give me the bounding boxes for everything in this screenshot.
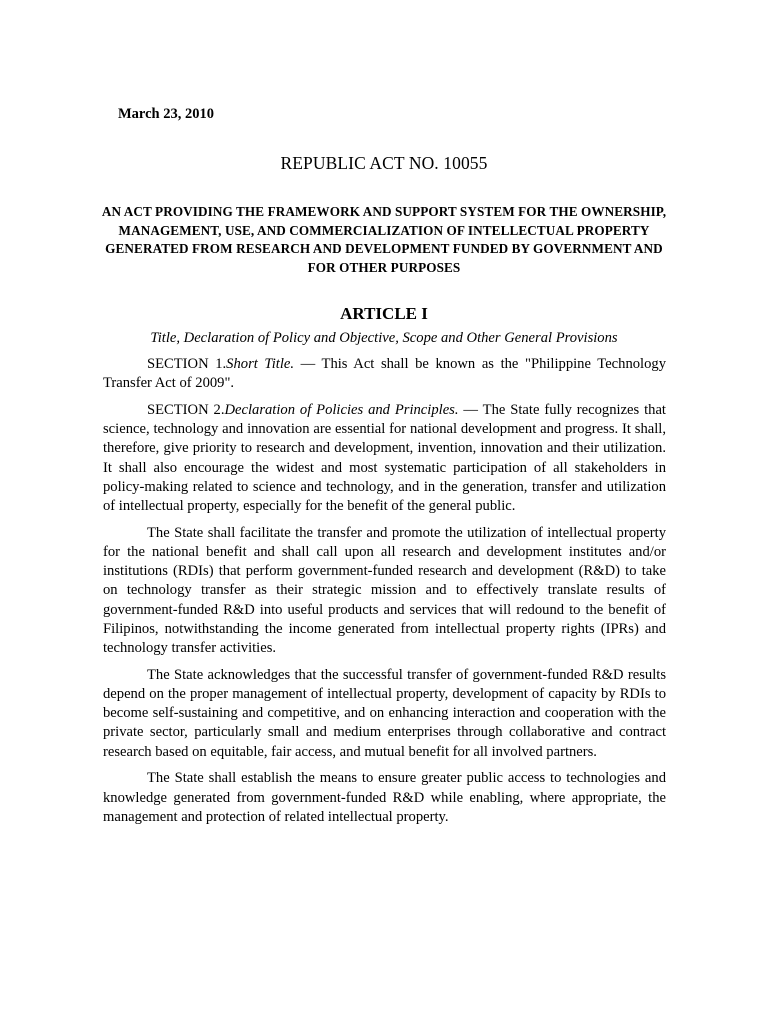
article-heading: ARTICLE I	[340, 304, 428, 323]
section-1-title: Short Title.	[226, 356, 294, 372]
article-subtitle: Title, Declaration of Policy and Objective, Scope and Other General Provisions	[150, 330, 618, 346]
section-2-paragraph	[103, 401, 666, 516]
section-2-title: Declaration of Policies and Principles.	[224, 402, 459, 418]
section-1-paragraph	[103, 355, 666, 393]
section-2-label: SECTION 2.	[147, 402, 225, 418]
section-1-label: SECTION 1.	[147, 356, 227, 372]
document-date: March 23, 2010	[118, 106, 214, 122]
policy-paragraph: The State acknowledges that the successful transfer of government-funded R&D results depend on the proper management of intellectual property, development of capacity by RDIs to become self-sustaining and competitive, and on enhancing interaction and cooperation with the private sector, particularly small and medium enterprises through collaborative and contract research based on equitable, fair access, and mutual benefit for all involved partners.	[103, 666, 666, 760]
policy-paragraph: The State shall facilitate the transfer and promote the utilization of intellectual property for the national benefit and shall call upon all research and development institutes and/or institutions (RDIs) that perform government-funded research and development (R&D) to take on technology transfer as their strategic mission and to effectively translate results of government-funded R&D into useful products and services that will redound to the benefit of Filipinos, notwithstanding the income generated from intellectual property rights (IPRs) and technology transfer activities.	[103, 524, 666, 657]
document-body	[103, 355, 666, 835]
section-2-text: — The State fully recognizes that science, technology and innovation are essential for national development and progress. It shall, therefore, give priority to research and development, invention, innovation and their utilization. It shall also encourage the widest and most systematic participation of all stakeholders in policy-making related to science and technology, and in the generation, transfer and utilization of intellectual property, especially for the benefit of the general public.	[103, 402, 666, 515]
policy-paragraph: The State shall establish the means to ensure greater public access to technologies and knowledge generated from government-funded R&D while enabling, where appropriate, the management and protection of related intellectual property.	[103, 770, 666, 825]
republic-act-number: REPUBLIC ACT NO. 10055	[280, 153, 488, 173]
section-1-text: — This Act shall be known as the "Philippine Technology Transfer Act of 2009".	[103, 356, 666, 392]
act-title: AN ACT PROVIDING THE FRAMEWORK AND SUPPORT SYSTEM FOR THE OWNERSHIP, MANAGEMENT, USE, AND COMMERCIALIZATION OF INTELLECTUAL PROPERTY GENERATED FROM RESEARCH AND DEVELOPMENT FUNDED BY GOVERNMENT AND FOR OTHER PURPOSES	[101, 204, 667, 275]
